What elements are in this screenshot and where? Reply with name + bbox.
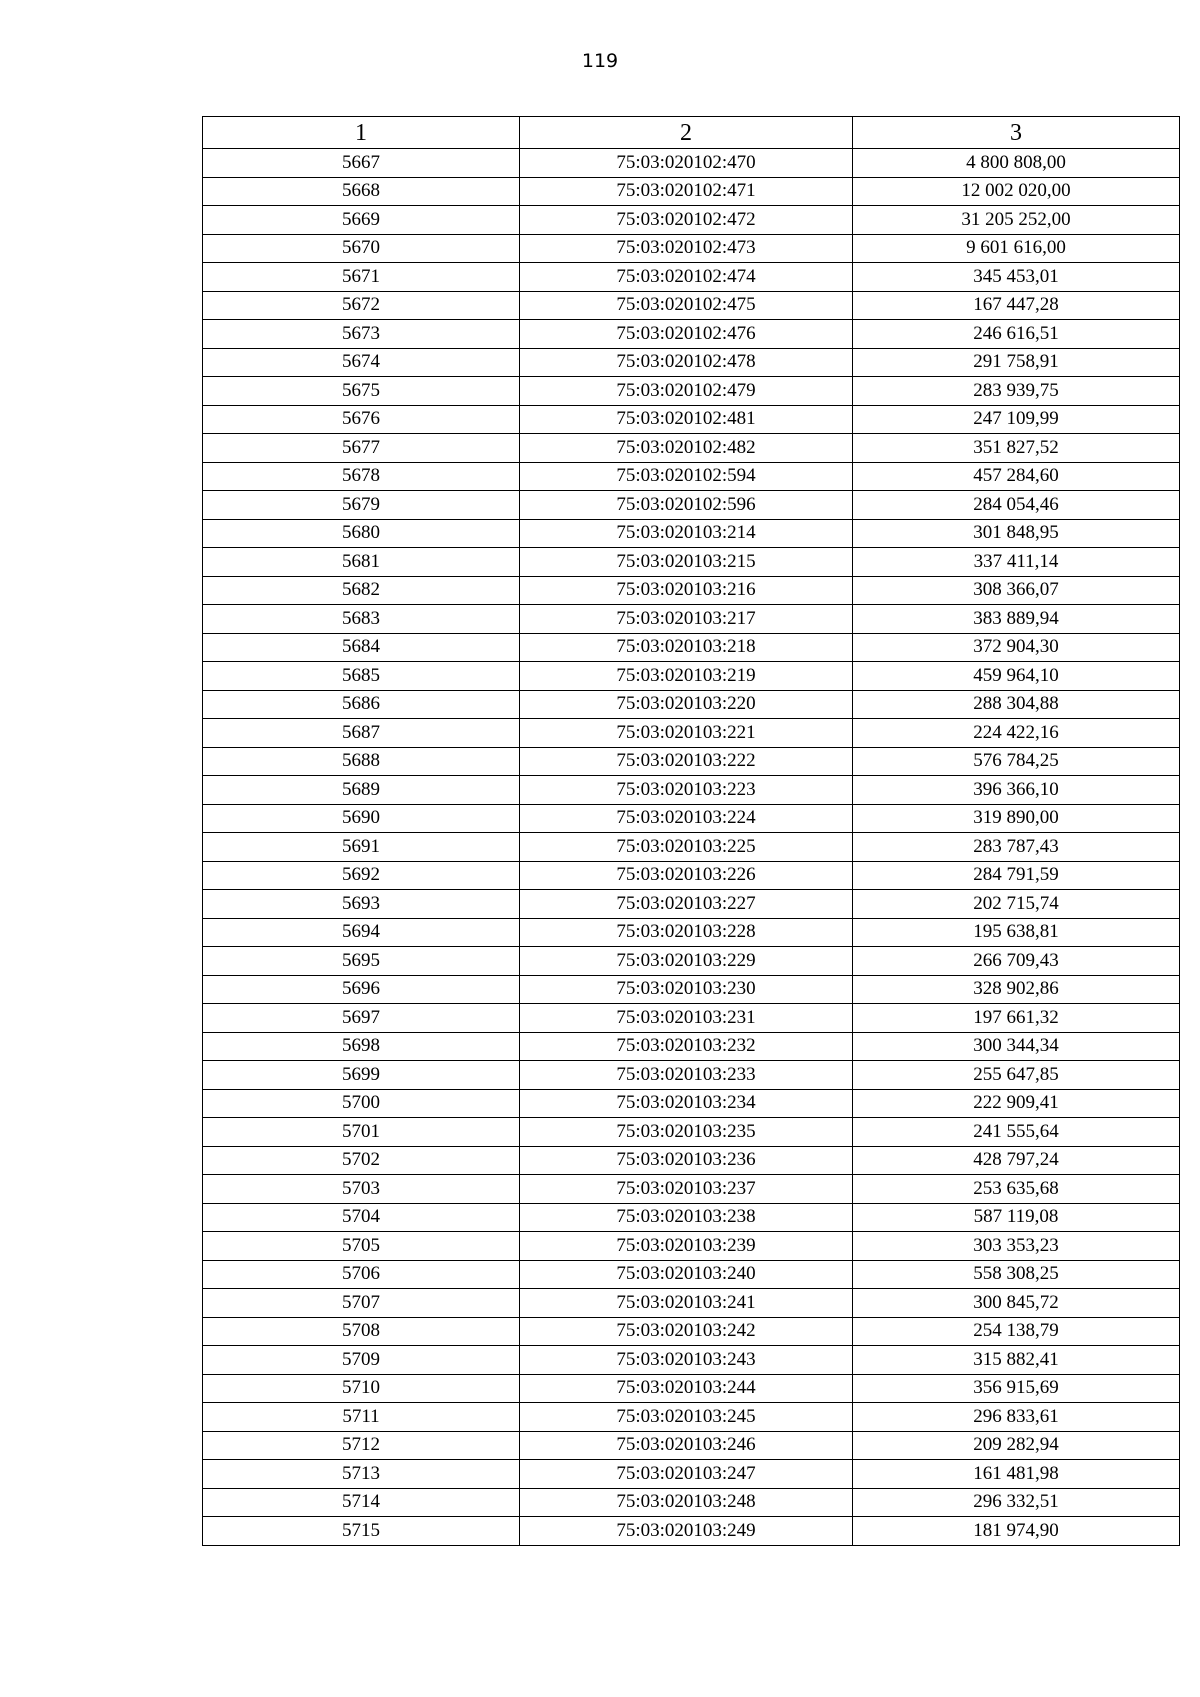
table-row xyxy=(203,1403,1180,1432)
value-cell: 303 353,23 xyxy=(853,1232,1180,1261)
table-row xyxy=(203,519,1180,548)
value-cell: 197 661,32 xyxy=(853,1004,1180,1033)
value-cell: 31 205 252,00 xyxy=(853,206,1180,235)
value-cell: 319 890,00 xyxy=(853,804,1180,833)
value-cell: 181 974,90 xyxy=(853,1517,1180,1546)
value-cell: 356 915,69 xyxy=(853,1374,1180,1403)
table-row xyxy=(203,1032,1180,1061)
cadastral-number-cell: 75:03:020103:231 xyxy=(520,1004,853,1033)
row-number-cell: 5690 xyxy=(203,804,520,833)
row-number-cell: 5678 xyxy=(203,462,520,491)
row-number-cell: 5702 xyxy=(203,1146,520,1175)
row-number-cell: 5685 xyxy=(203,662,520,691)
row-number-cell: 5704 xyxy=(203,1203,520,1232)
table-row xyxy=(203,1488,1180,1517)
table-row xyxy=(203,605,1180,634)
row-number-cell: 5688 xyxy=(203,747,520,776)
cadastral-number-cell: 75:03:020103:248 xyxy=(520,1488,853,1517)
cadastral-number-cell: 75:03:020103:226 xyxy=(520,861,853,890)
table-row xyxy=(203,1118,1180,1147)
table-row xyxy=(203,234,1180,263)
value-cell: 328 902,86 xyxy=(853,975,1180,1004)
cadastral-number-cell: 75:03:020103:230 xyxy=(520,975,853,1004)
value-cell: 195 638,81 xyxy=(853,918,1180,947)
row-number-cell: 5699 xyxy=(203,1061,520,1090)
table-row xyxy=(203,1232,1180,1261)
value-cell: 253 635,68 xyxy=(853,1175,1180,1204)
value-cell: 337 411,14 xyxy=(853,548,1180,577)
value-cell: 383 889,94 xyxy=(853,605,1180,634)
value-cell: 315 882,41 xyxy=(853,1346,1180,1375)
row-number-cell: 5689 xyxy=(203,776,520,805)
value-cell: 288 304,88 xyxy=(853,690,1180,719)
value-cell: 266 709,43 xyxy=(853,947,1180,976)
cadastral-number-cell: 75:03:020102:478 xyxy=(520,348,853,377)
cadastral-number-cell: 75:03:020103:242 xyxy=(520,1317,853,1346)
value-cell: 4 800 808,00 xyxy=(853,149,1180,178)
table-row xyxy=(203,377,1180,406)
table-row xyxy=(203,633,1180,662)
value-cell: 457 284,60 xyxy=(853,462,1180,491)
cadastral-number-cell: 75:03:020103:227 xyxy=(520,890,853,919)
value-cell: 209 282,94 xyxy=(853,1431,1180,1460)
value-cell: 284 791,59 xyxy=(853,861,1180,890)
table-row xyxy=(203,462,1180,491)
cadastral-number-cell: 75:03:020103:233 xyxy=(520,1061,853,1090)
row-number-cell: 5672 xyxy=(203,291,520,320)
cadastral-number-cell: 75:03:020103:225 xyxy=(520,833,853,862)
value-cell: 308 366,07 xyxy=(853,576,1180,605)
row-number-cell: 5695 xyxy=(203,947,520,976)
row-number-cell: 5677 xyxy=(203,434,520,463)
value-cell: 9 601 616,00 xyxy=(853,234,1180,263)
table-header xyxy=(203,117,1180,149)
cadastral-number-cell: 75:03:020103:237 xyxy=(520,1175,853,1204)
cadastral-number-cell: 75:03:020103:232 xyxy=(520,1032,853,1061)
value-cell: 222 909,41 xyxy=(853,1089,1180,1118)
table-row xyxy=(203,804,1180,833)
row-number-cell: 5686 xyxy=(203,690,520,719)
table-row xyxy=(203,1374,1180,1403)
value-cell: 224 422,16 xyxy=(853,719,1180,748)
cadastral-number-cell: 75:03:020102:476 xyxy=(520,320,853,349)
table-row xyxy=(203,263,1180,292)
table-row xyxy=(203,1089,1180,1118)
value-cell: 351 827,52 xyxy=(853,434,1180,463)
row-number-cell: 5708 xyxy=(203,1317,520,1346)
row-number-cell: 5715 xyxy=(203,1517,520,1546)
cadastral-number-cell: 75:03:020103:238 xyxy=(520,1203,853,1232)
cadastral-number-cell: 75:03:020103:218 xyxy=(520,633,853,662)
value-cell: 247 109,99 xyxy=(853,405,1180,434)
table-row xyxy=(203,747,1180,776)
cadastral-number-cell: 75:03:020103:243 xyxy=(520,1346,853,1375)
table-row xyxy=(203,947,1180,976)
row-number-cell: 5709 xyxy=(203,1346,520,1375)
cadastral-number-cell: 75:03:020102:470 xyxy=(520,149,853,178)
row-number-cell: 5682 xyxy=(203,576,520,605)
row-number-cell: 5668 xyxy=(203,177,520,206)
data-table xyxy=(202,116,1180,1546)
row-number-cell: 5681 xyxy=(203,548,520,577)
table-row xyxy=(203,690,1180,719)
cadastral-number-cell: 75:03:020103:223 xyxy=(520,776,853,805)
value-cell: 459 964,10 xyxy=(853,662,1180,691)
table-row xyxy=(203,1317,1180,1346)
cadastral-number-cell: 75:03:020103:229 xyxy=(520,947,853,976)
row-number-cell: 5703 xyxy=(203,1175,520,1204)
column-header-2: 2 xyxy=(520,117,853,149)
value-cell: 202 715,74 xyxy=(853,890,1180,919)
cadastral-number-cell: 75:03:020103:234 xyxy=(520,1089,853,1118)
column-header-1: 1 xyxy=(203,117,520,149)
row-number-cell: 5714 xyxy=(203,1488,520,1517)
table-row xyxy=(203,1203,1180,1232)
row-number-cell: 5679 xyxy=(203,491,520,520)
row-number-cell: 5667 xyxy=(203,149,520,178)
value-cell: 161 481,98 xyxy=(853,1460,1180,1489)
table-row xyxy=(203,206,1180,235)
table-row xyxy=(203,1004,1180,1033)
cadastral-number-cell: 75:03:020102:473 xyxy=(520,234,853,263)
cadastral-number-cell: 75:03:020103:217 xyxy=(520,605,853,634)
value-cell: 301 848,95 xyxy=(853,519,1180,548)
cadastral-number-cell: 75:03:020102:474 xyxy=(520,263,853,292)
table-row xyxy=(203,662,1180,691)
table-row xyxy=(203,149,1180,178)
value-cell: 291 758,91 xyxy=(853,348,1180,377)
table-row xyxy=(203,548,1180,577)
page-number: 119 xyxy=(581,50,619,72)
row-number-cell: 5670 xyxy=(203,234,520,263)
cadastral-number-cell: 75:03:020103:216 xyxy=(520,576,853,605)
value-cell: 300 845,72 xyxy=(853,1289,1180,1318)
table-row xyxy=(203,861,1180,890)
cadastral-number-cell: 75:03:020102:471 xyxy=(520,177,853,206)
row-number-cell: 5710 xyxy=(203,1374,520,1403)
cadastral-number-cell: 75:03:020102:472 xyxy=(520,206,853,235)
cadastral-number-cell: 75:03:020103:220 xyxy=(520,690,853,719)
cadastral-number-cell: 75:03:020102:482 xyxy=(520,434,853,463)
cadastral-number-cell: 75:03:020103:224 xyxy=(520,804,853,833)
row-number-cell: 5694 xyxy=(203,918,520,947)
table-row xyxy=(203,1289,1180,1318)
row-number-cell: 5684 xyxy=(203,633,520,662)
cadastral-number-cell: 75:03:020103:245 xyxy=(520,1403,853,1432)
table-row xyxy=(203,890,1180,919)
row-number-cell: 5680 xyxy=(203,519,520,548)
cadastral-number-cell: 75:03:020102:596 xyxy=(520,491,853,520)
cadastral-number-cell: 75:03:020103:219 xyxy=(520,662,853,691)
value-cell: 254 138,79 xyxy=(853,1317,1180,1346)
header-row xyxy=(203,117,1180,149)
value-cell: 372 904,30 xyxy=(853,633,1180,662)
value-cell: 167 447,28 xyxy=(853,291,1180,320)
cadastral-number-cell: 75:03:020103:221 xyxy=(520,719,853,748)
table-row xyxy=(203,177,1180,206)
cadastral-number-cell: 75:03:020103:244 xyxy=(520,1374,853,1403)
row-number-cell: 5669 xyxy=(203,206,520,235)
row-number-cell: 5676 xyxy=(203,405,520,434)
value-cell: 284 054,46 xyxy=(853,491,1180,520)
value-cell: 587 119,08 xyxy=(853,1203,1180,1232)
cadastral-number-cell: 75:03:020103:246 xyxy=(520,1431,853,1460)
table-row xyxy=(203,348,1180,377)
cadastral-number-cell: 75:03:020102:475 xyxy=(520,291,853,320)
value-cell: 283 939,75 xyxy=(853,377,1180,406)
cadastral-number-cell: 75:03:020103:247 xyxy=(520,1460,853,1489)
table-row xyxy=(203,1460,1180,1489)
row-number-cell: 5712 xyxy=(203,1431,520,1460)
cadastral-number-cell: 75:03:020103:215 xyxy=(520,548,853,577)
table-row xyxy=(203,1061,1180,1090)
row-number-cell: 5700 xyxy=(203,1089,520,1118)
row-number-cell: 5691 xyxy=(203,833,520,862)
table-row xyxy=(203,491,1180,520)
value-cell: 428 797,24 xyxy=(853,1146,1180,1175)
row-number-cell: 5683 xyxy=(203,605,520,634)
column-header-3: 3 xyxy=(853,117,1180,149)
row-number-cell: 5697 xyxy=(203,1004,520,1033)
table-row xyxy=(203,1146,1180,1175)
value-cell: 558 308,25 xyxy=(853,1260,1180,1289)
value-cell: 396 366,10 xyxy=(853,776,1180,805)
table-row xyxy=(203,719,1180,748)
row-number-cell: 5671 xyxy=(203,263,520,292)
value-cell: 345 453,01 xyxy=(853,263,1180,292)
cadastral-number-cell: 75:03:020103:222 xyxy=(520,747,853,776)
row-number-cell: 5675 xyxy=(203,377,520,406)
row-number-cell: 5706 xyxy=(203,1260,520,1289)
row-number-cell: 5711 xyxy=(203,1403,520,1432)
table-row xyxy=(203,291,1180,320)
row-number-cell: 5692 xyxy=(203,861,520,890)
value-cell: 296 332,51 xyxy=(853,1488,1180,1517)
row-number-cell: 5713 xyxy=(203,1460,520,1489)
table-row xyxy=(203,833,1180,862)
table-row xyxy=(203,320,1180,349)
table-row xyxy=(203,776,1180,805)
cadastral-number-cell: 75:03:020102:479 xyxy=(520,377,853,406)
value-cell: 255 647,85 xyxy=(853,1061,1180,1090)
cadastral-number-cell: 75:03:020103:236 xyxy=(520,1146,853,1175)
row-number-cell: 5696 xyxy=(203,975,520,1004)
value-cell: 241 555,64 xyxy=(853,1118,1180,1147)
cadastral-number-cell: 75:03:020103:214 xyxy=(520,519,853,548)
row-number-cell: 5673 xyxy=(203,320,520,349)
table-row xyxy=(203,1175,1180,1204)
table-row xyxy=(203,576,1180,605)
value-cell: 283 787,43 xyxy=(853,833,1180,862)
cadastral-number-cell: 75:03:020103:239 xyxy=(520,1232,853,1261)
table-row xyxy=(203,1431,1180,1460)
row-number-cell: 5693 xyxy=(203,890,520,919)
row-number-cell: 5698 xyxy=(203,1032,520,1061)
row-number-cell: 5705 xyxy=(203,1232,520,1261)
value-cell: 576 784,25 xyxy=(853,747,1180,776)
table-row xyxy=(203,918,1180,947)
table-row xyxy=(203,434,1180,463)
table-row xyxy=(203,1260,1180,1289)
table-row xyxy=(203,1517,1180,1546)
row-number-cell: 5687 xyxy=(203,719,520,748)
cadastral-number-cell: 75:03:020103:241 xyxy=(520,1289,853,1318)
table-body xyxy=(203,149,1180,1546)
table-row xyxy=(203,405,1180,434)
row-number-cell: 5674 xyxy=(203,348,520,377)
table-row xyxy=(203,975,1180,1004)
value-cell: 12 002 020,00 xyxy=(853,177,1180,206)
cadastral-number-cell: 75:03:020102:594 xyxy=(520,462,853,491)
cadastral-number-cell: 75:03:020103:235 xyxy=(520,1118,853,1147)
row-number-cell: 5701 xyxy=(203,1118,520,1147)
cadastral-number-cell: 75:03:020103:249 xyxy=(520,1517,853,1546)
value-cell: 296 833,61 xyxy=(853,1403,1180,1432)
cadastral-number-cell: 75:03:020103:240 xyxy=(520,1260,853,1289)
value-cell: 246 616,51 xyxy=(853,320,1180,349)
value-cell: 300 344,34 xyxy=(853,1032,1180,1061)
row-number-cell: 5707 xyxy=(203,1289,520,1318)
table-row xyxy=(203,1346,1180,1375)
cadastral-number-cell: 75:03:020102:481 xyxy=(520,405,853,434)
cadastral-number-cell: 75:03:020103:228 xyxy=(520,918,853,947)
